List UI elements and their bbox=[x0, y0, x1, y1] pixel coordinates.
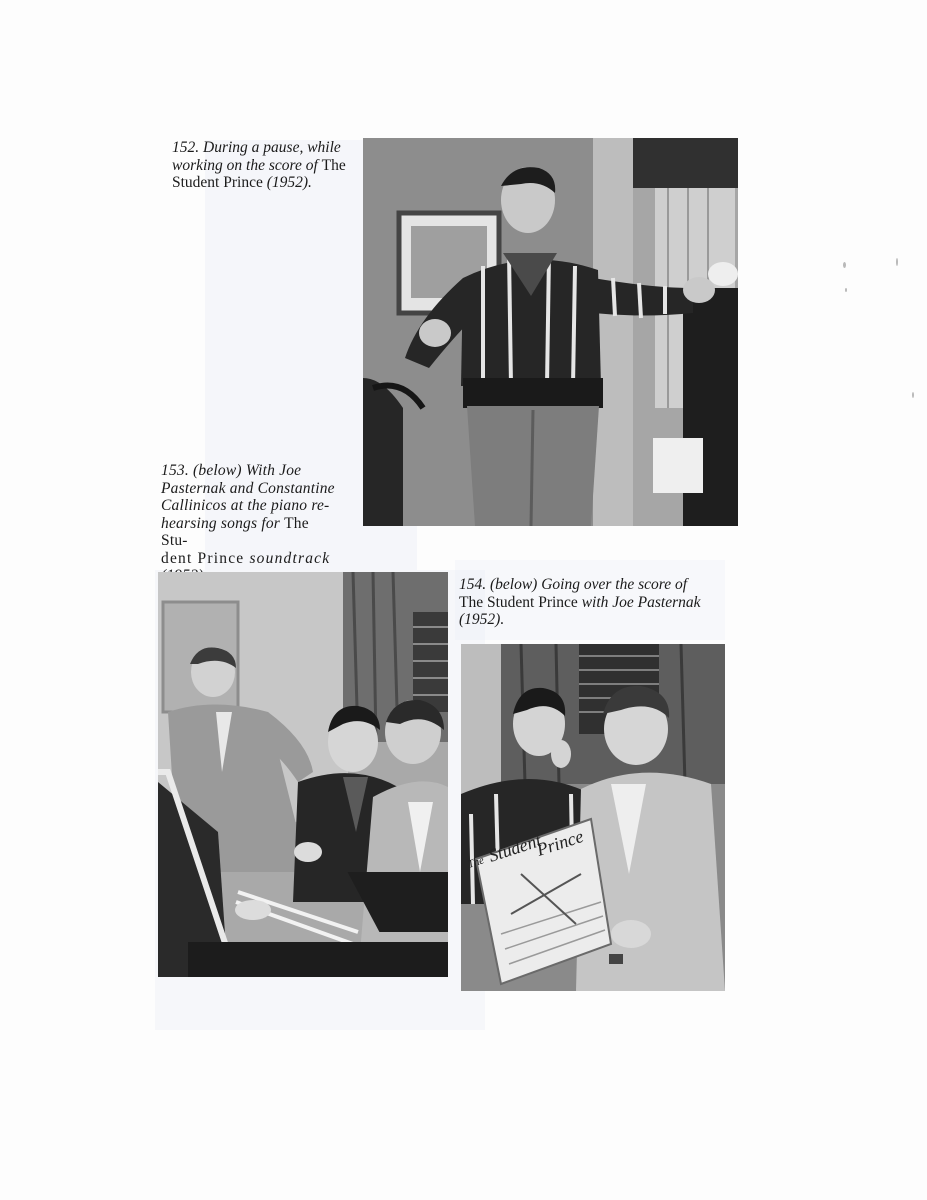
caption-152: 152. During a pause, while working on the score of The Student Prince (1952). bbox=[172, 139, 346, 191]
scan-speck bbox=[845, 288, 847, 292]
caption-153: 153. (below) With Joe Pasternak and Constantine Callinicos at the piano re- hearsing songs for The Stu- dent Prince soundtrack bbox=[161, 462, 335, 567]
score-cover-text: Prince bbox=[534, 825, 586, 860]
scan-speck bbox=[896, 258, 898, 266]
caption-number: 154. bbox=[459, 576, 487, 593]
scan-speck bbox=[843, 262, 846, 268]
film-title: The bbox=[321, 156, 346, 174]
score-cover-text: Student bbox=[486, 830, 544, 866]
photo-152-standing-man bbox=[363, 138, 738, 526]
film-title: The Student Prince bbox=[459, 593, 578, 611]
film-title: Student Prince bbox=[172, 174, 263, 191]
caption-154: 154. (below) Going over the score of The Student Prince with Joe Pasternak (1952). bbox=[459, 576, 701, 628]
caption-number: 152. bbox=[172, 139, 200, 156]
caption-number: 153. bbox=[161, 462, 189, 479]
film-title: The Stu- bbox=[161, 514, 309, 549]
scan-speck bbox=[912, 392, 914, 398]
film-title: dent Prince bbox=[161, 549, 245, 567]
photo-154-score-review bbox=[461, 644, 725, 991]
photo-153-piano-rehearsal bbox=[158, 572, 448, 977]
score-cover-text: The bbox=[466, 854, 486, 871]
